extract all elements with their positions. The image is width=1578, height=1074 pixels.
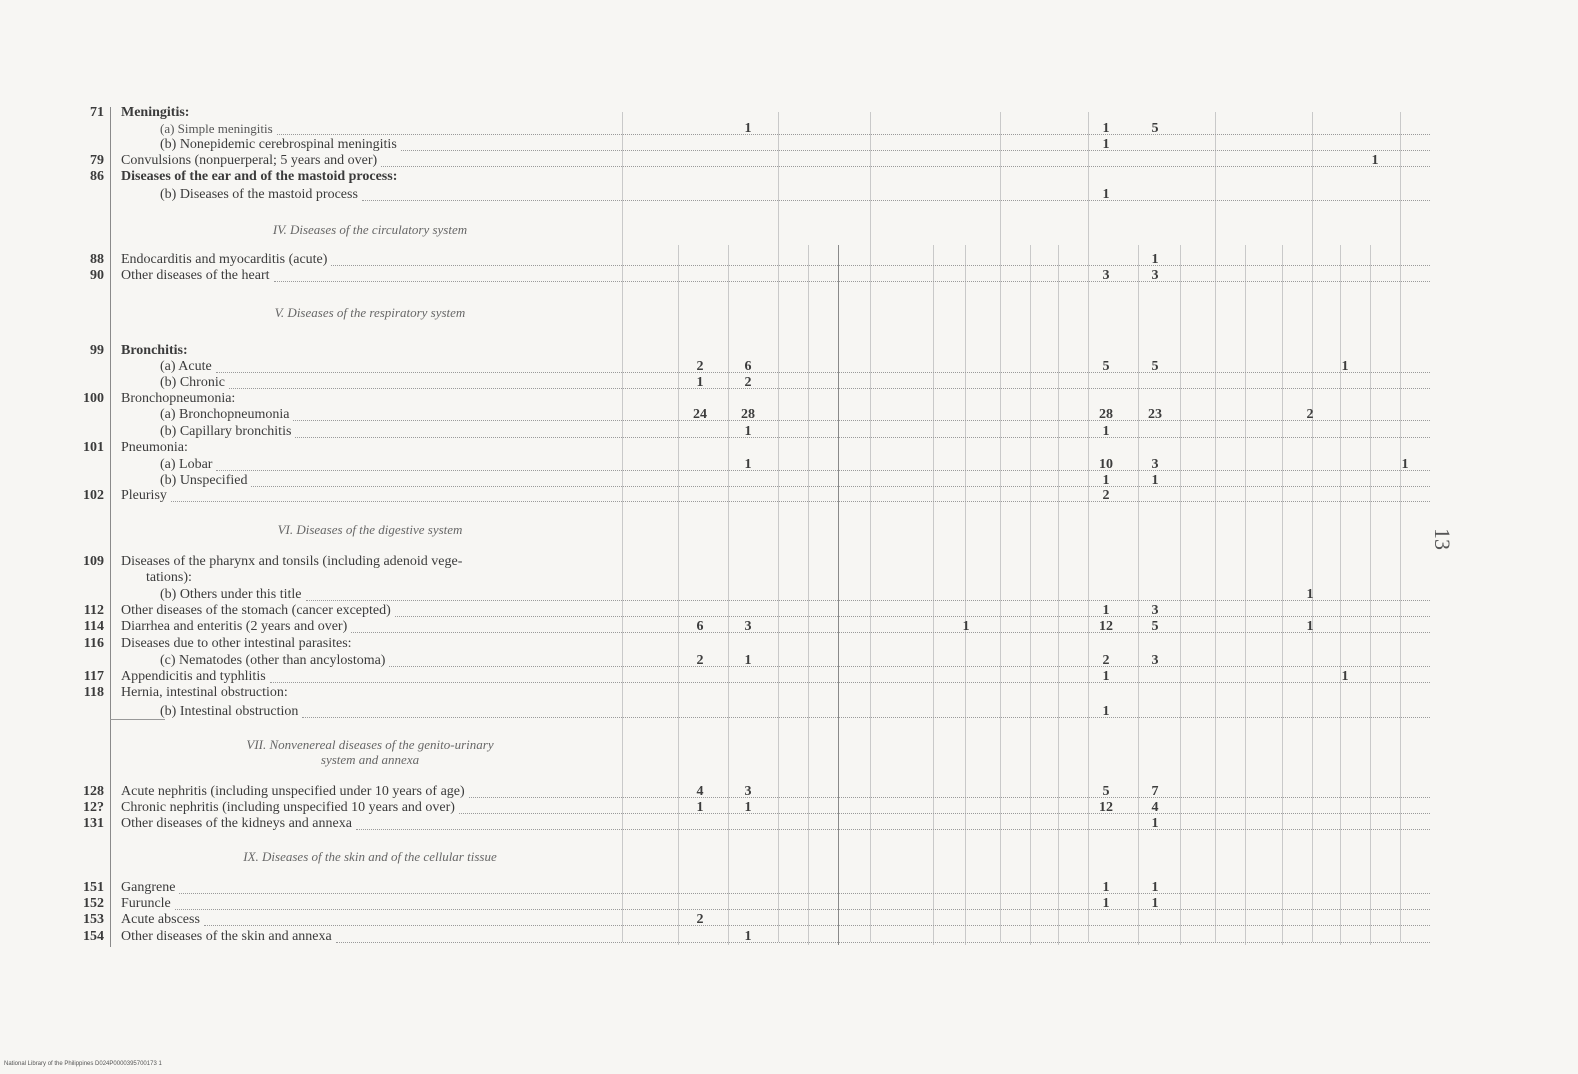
dot-leader: [401, 149, 1430, 151]
column-rule: [1058, 245, 1059, 945]
count-value: 1: [696, 800, 704, 815]
count-value: 1: [1102, 704, 1110, 719]
cause-code: 99: [90, 343, 104, 358]
cause-label: Convulsions (nonpuerperal; 5 years and over): [121, 153, 378, 168]
cause-label: Bronchopneumonia:: [121, 391, 236, 406]
count-value: 1: [1102, 187, 1110, 202]
cause-label: (a) Acute: [160, 359, 212, 374]
count-value: 2: [1306, 407, 1314, 422]
count-value: 4: [696, 784, 704, 799]
count-value: 28: [741, 407, 755, 422]
count-value: 10: [1099, 457, 1113, 472]
dot-leader: [459, 812, 1430, 814]
dot-leader: [293, 419, 1430, 421]
cause-label: Gangrene: [121, 880, 176, 895]
cause-label: (a) Simple meningitis: [160, 121, 273, 136]
cause-code: 151: [83, 880, 104, 895]
count-value: 1: [744, 121, 752, 136]
count-value: 3: [1151, 603, 1159, 618]
count-value: 1: [1341, 669, 1349, 684]
count-value: 1: [744, 800, 752, 815]
cause-label: (b) Capillary bronchitis: [160, 424, 292, 439]
cause-label: Meningitis:: [121, 105, 190, 120]
dot-leader: [381, 165, 1430, 167]
column-rule: [808, 245, 809, 945]
count-value: 28: [1099, 407, 1113, 422]
cause-label: Hernia, intestinal obstruction:: [121, 685, 288, 700]
count-value: 1: [1102, 121, 1110, 136]
count-value: 1: [1102, 603, 1110, 618]
column-rule: [778, 112, 779, 942]
column-rule: [1215, 112, 1216, 942]
cause-label: Pneumonia:: [121, 440, 188, 455]
cause-label: Acute abscess: [121, 912, 200, 927]
dot-leader: [469, 796, 1430, 798]
count-value: 6: [696, 619, 704, 634]
column-rule: [933, 245, 934, 945]
count-value: 2: [696, 359, 704, 374]
cause-label: Diseases of the pharynx and tonsils (including adenoid vege-: [121, 554, 463, 569]
cause-label: Bronchitis:: [121, 343, 188, 358]
column-rule: [1340, 245, 1341, 945]
count-value: 1: [744, 653, 752, 668]
section-heading: system and annexa: [320, 752, 420, 767]
cause-label: (a) Lobar: [160, 457, 213, 472]
count-value: 1: [1151, 880, 1159, 895]
cause-code: 153: [83, 912, 104, 927]
cause-code: 12?: [83, 800, 104, 815]
cause-label: Endocarditis and myocarditis (acute): [121, 252, 328, 267]
dot-leader: [351, 631, 1430, 633]
cause-code: 154: [83, 929, 104, 944]
count-value: 6: [744, 359, 752, 374]
count-value: 12: [1099, 619, 1113, 634]
library-footer: National Library of the Philippines D024P0000395700173 1: [4, 1061, 162, 1067]
cause-label: Diarrhea and enteritis (2 years and over): [121, 619, 348, 634]
dot-leader: [274, 280, 1431, 282]
column-rule: [1245, 245, 1246, 945]
cause-label: (b) Nonepidemic cerebrospinal meningitis: [160, 137, 397, 152]
cause-label: (a) Bronchopneumonia: [160, 407, 290, 422]
cause-code: 114: [83, 619, 104, 634]
count-value: 1: [1102, 424, 1110, 439]
column-rule: [870, 112, 871, 942]
cause-code: 101: [83, 440, 104, 455]
column-rule: [1088, 112, 1089, 942]
cause-code: 100: [83, 391, 104, 406]
cause-code: 116: [83, 636, 104, 651]
section-heading: VII. Nonvenereal diseases of the genito-urinary: [246, 737, 494, 752]
dot-leader: [216, 469, 1430, 471]
count-value: 1: [1102, 880, 1110, 895]
cause-label: Chronic nephritis (including unspecified 10 years and over): [121, 800, 455, 815]
cause-label: Other diseases of the heart: [121, 268, 270, 283]
dot-leader: [306, 599, 1430, 601]
dot-leader: [295, 436, 1430, 438]
section-break-rule: [110, 719, 165, 720]
section-heading: V. Diseases of the respiratory system: [274, 305, 466, 320]
cause-label: Other diseases of the kidneys and annexa: [121, 816, 352, 831]
dot-leader: [277, 133, 1430, 135]
count-value: 1: [1102, 137, 1110, 152]
count-value: 1: [1151, 896, 1159, 911]
column-rule: [1400, 112, 1401, 942]
count-value: 2: [696, 912, 704, 927]
count-value: 3: [1151, 268, 1159, 283]
count-value: 1: [1401, 457, 1409, 472]
count-value: 1: [1102, 669, 1110, 684]
cause-code: 118: [83, 685, 104, 700]
cause-code: 90: [90, 268, 104, 283]
section-heading: IV. Diseases of the circulatory system: [272, 222, 468, 237]
dot-leader: [216, 371, 1430, 373]
cause-label: (c) Nematodes (other than ancylostoma): [160, 653, 386, 668]
column-rule: [838, 245, 839, 945]
dot-leader: [362, 199, 1430, 201]
cause-code: 109: [83, 554, 104, 569]
dot-leader: [270, 681, 1430, 683]
count-value: 1: [1151, 252, 1159, 267]
count-value: 1: [1151, 816, 1159, 831]
cause-code: 86: [90, 169, 104, 184]
count-value: 1: [744, 424, 752, 439]
page-number: 13: [1430, 528, 1455, 550]
count-value: 5: [1102, 359, 1110, 374]
count-value: 1: [744, 457, 752, 472]
count-value: 3: [744, 619, 752, 634]
count-value: 3: [744, 784, 752, 799]
count-value: 1: [1102, 896, 1110, 911]
column-rule: [1180, 245, 1181, 945]
cause-code: 112: [83, 603, 104, 618]
dot-leader: [302, 716, 1430, 718]
dot-leader: [229, 387, 1430, 389]
cause-code: 71: [90, 105, 104, 120]
dot-leader: [179, 892, 1430, 894]
count-value: 1: [1341, 359, 1349, 374]
count-value: 1: [1371, 153, 1379, 168]
count-value: 1: [696, 375, 704, 390]
count-value: 1: [1306, 587, 1314, 602]
dot-leader: [251, 485, 1430, 487]
cause-code: 117: [83, 669, 104, 684]
cause-code: 88: [90, 252, 104, 267]
dot-leader: [356, 828, 1430, 830]
cause-code: 152: [83, 896, 104, 911]
column-rule: [728, 245, 729, 945]
column-rule: [678, 245, 679, 945]
cause-label: (b) Intestinal obstruction: [160, 704, 299, 719]
dot-leader: [336, 941, 1430, 943]
section-heading: IX. Diseases of the skin and of the cellular tissue: [243, 849, 497, 864]
count-value: 3: [1102, 268, 1110, 283]
dot-leader: [175, 908, 1430, 910]
dot-leader: [331, 264, 1430, 266]
count-value: 5: [1151, 121, 1159, 136]
dot-leader: [389, 665, 1430, 667]
column-rule: [1030, 245, 1031, 945]
cause-label: (b) Chronic: [160, 375, 225, 390]
count-value: 5: [1151, 359, 1159, 374]
count-value: 1: [1306, 619, 1314, 634]
section-heading: VI. Diseases of the digestive system: [277, 522, 463, 537]
count-value: 23: [1148, 407, 1162, 422]
cause-label: Other diseases of the stomach (cancer excepted): [121, 603, 391, 618]
column-rule: [1138, 245, 1139, 945]
cause-label: Furuncle: [121, 896, 171, 911]
count-value: 7: [1151, 784, 1159, 799]
column-rule: [1312, 112, 1313, 942]
dot-leader: [395, 615, 1430, 617]
count-value: 5: [1102, 784, 1110, 799]
count-value: 24: [693, 407, 707, 422]
cause-code: 131: [83, 816, 104, 831]
cause-label: Appendicitis and typhlitis: [121, 669, 266, 684]
cause-label: (b) Diseases of the mastoid process: [160, 187, 358, 202]
dot-leader: [171, 500, 1430, 502]
dot-leader: [204, 924, 1430, 926]
count-value: 12: [1099, 800, 1113, 815]
cause-label: (b) Others under this title: [160, 587, 302, 602]
cause-label: Pleurisy: [121, 488, 167, 503]
column-rule: [1282, 245, 1283, 945]
count-value: 2: [696, 653, 704, 668]
count-value: 4: [1151, 800, 1159, 815]
column-rule: [1000, 112, 1001, 942]
count-value: 1: [1102, 473, 1110, 488]
count-value: 1: [1151, 473, 1159, 488]
cause-label: tations):: [146, 570, 192, 585]
count-value: 1: [744, 929, 752, 944]
count-value: 2: [1102, 653, 1110, 668]
cause-label: Acute nephritis (including unspecified under 10 years of age): [121, 784, 465, 799]
count-value: 5: [1151, 619, 1159, 634]
cause-label: (b) Unspecified: [160, 473, 248, 488]
count-value: 3: [1151, 653, 1159, 668]
column-rule: [1370, 245, 1371, 945]
cause-label: Diseases of the ear and of the mastoid process:: [121, 169, 398, 184]
column-rule: [965, 245, 966, 945]
count-value: 3: [1151, 457, 1159, 472]
cause-label: Other diseases of the skin and annexa: [121, 929, 332, 944]
count-value: 1: [962, 619, 970, 634]
count-value: 2: [1102, 488, 1110, 503]
cause-code: 128: [83, 784, 104, 799]
count-value: 2: [744, 375, 752, 390]
cause-code: 102: [83, 488, 104, 503]
cause-code: 79: [90, 153, 104, 168]
cause-label: Diseases due to other intestinal parasites:: [121, 636, 352, 651]
